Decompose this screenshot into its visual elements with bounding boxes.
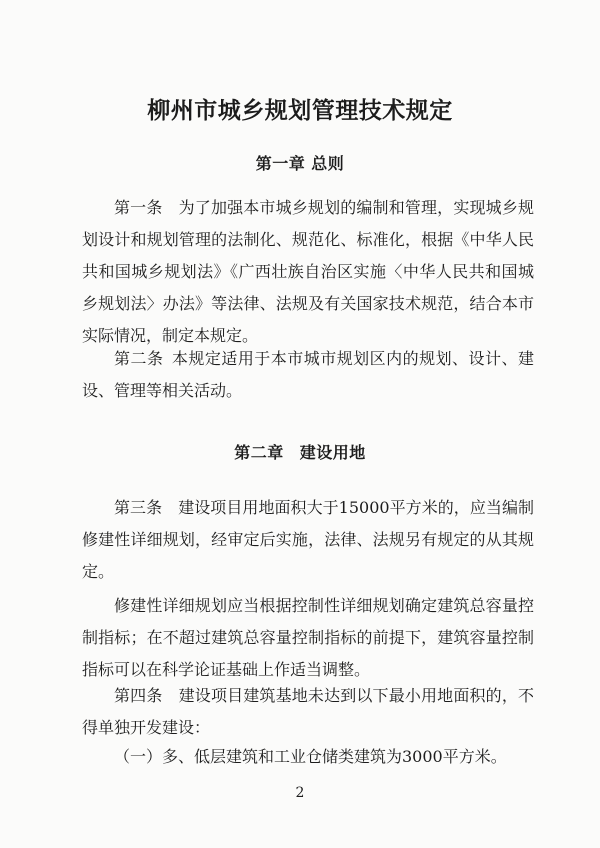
document-title: 柳州市城乡规划管理技术规定 [147,97,453,124]
page-number: 2 [295,785,305,801]
article-4 [82,680,534,744]
article-text: 本规定适用于本市城市规划区内的规划、设计、建设、管理等相关活动。 [82,349,534,400]
article-text: 建设项目建筑基地未达到以下最小用地面积的，不得单独开发建设： [82,686,534,737]
article-3 [82,492,534,588]
article-3-paragraph-2 [82,590,534,686]
article-1 [82,192,534,352]
chapter-heading-1: 第一章 总则 [255,154,345,173]
article-label: 第三条 [114,498,163,517]
chapter-heading-2 [0,440,600,463]
article-4-item-1 [82,741,534,773]
article-text: 建设项目用地面积大于15000平方米的，应当编制修建性详细规划，经审定后实施，法律、法规另有规定的从其规定。 [82,498,534,581]
item-text: （一）多、低层建筑和工业仓储类建筑为3000平方米。 [114,747,507,766]
chapter-name: 建设用地 [299,443,366,462]
article-label: 第四条 [114,686,163,705]
article-text: 为了加强本市城乡规划的编制和管理，实现城乡规划设计和规划管理的法制化、规范化、标准化，根据《中华人民共和国城乡规划法》《广西壮族自治区实施〈中华人民共和国城乡规划法〉办法》等法律、法规及有关国家技术规范，结合本市实际情况，制定本规定。 [82,198,534,345]
article-label: 第一条 [114,198,163,217]
chapter-number: 第二章 [234,443,284,462]
paragraph-text: 修建性详细规划应当根据控制性详细规划确定建筑总容量控制指标；在不超过建筑总容量控制指标的前提下，建筑容量控制指标可以在科学论证基础上作适当调整。 [82,596,534,679]
article-2 [82,343,534,407]
article-label: 第二条 [114,349,164,368]
